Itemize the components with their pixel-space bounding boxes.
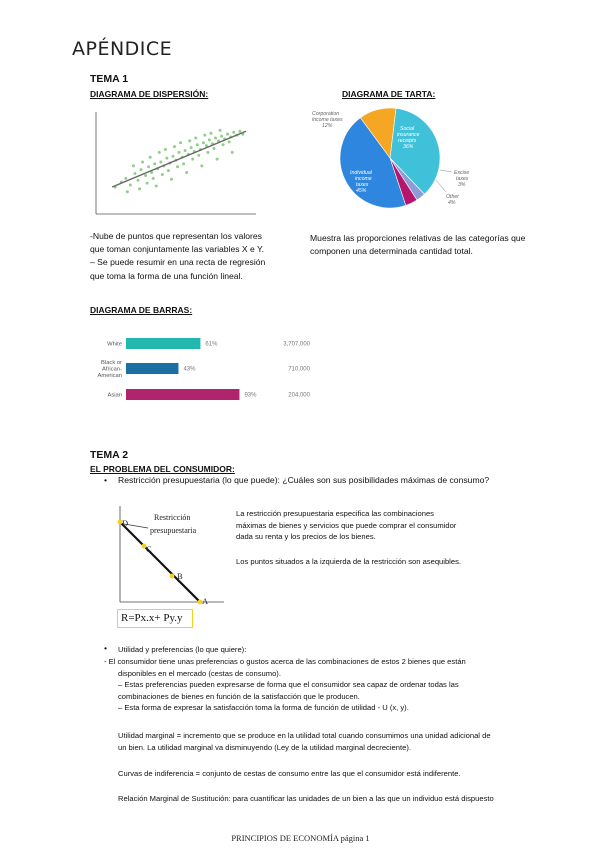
scatter-point [155,185,158,188]
point-a-label: A [202,596,209,606]
budget-desc-line: máximas de bienes y servicios que puede comprar el consumidor [236,520,457,530]
pie-label-other-1: Other [446,194,459,200]
scatter-point [203,134,206,137]
bar [126,389,239,400]
pie-label-corp-3: 12% [322,123,333,129]
pie-label-excise-3: 3% [458,182,466,188]
affordable-note: Los puntos situados a la izquierda de la restricción son asequibles. [236,557,461,566]
bars-heading: DIAGRAMA DE BARRAS: [90,305,193,315]
bar-value-label: 61% [205,341,218,348]
scatter-point [141,161,144,164]
scatter-point [232,131,235,134]
scatter-desc-line: – Se puede resumir en una recta de regresión [90,257,266,268]
pie-label-corp-2: income taxes [312,117,343,123]
scatter-desc-line: que toman conjuntamente las variables X e Y. [90,244,265,255]
scatter-point [173,145,176,148]
scatter-point [194,137,197,140]
scatter-point [209,132,212,135]
pie-description [310,232,580,258]
bar-chart [88,332,318,407]
scatter-point [197,154,200,157]
bullet-dot: • [104,643,108,653]
point-b-marker [170,574,175,579]
scatter-point [202,141,205,144]
scatter-point [126,190,129,193]
pie-label-excise-2: taxes [456,176,469,182]
bar-category-label: Asian [107,392,122,399]
scatter-point [171,155,174,158]
scatter-point [219,129,222,132]
scatter-point [176,165,179,168]
scatter-point [164,148,167,151]
pie-label-social-1: Social [400,126,415,132]
scatter-point [179,141,182,144]
utility-line: un bien. La utilidad marginal va disminuyendo (Ley de la utilidad marginal decreciente). [118,742,411,752]
scatter-point [140,168,143,171]
marginal-utility-block [118,730,588,753]
scatter-heading: DIAGRAMA DE DISPERSIÓN: [90,89,209,99]
bar-value-label: 93% [244,392,257,399]
bullet-utility: Utilidad y preferencias (lo que quiere): [118,645,247,654]
scatter-point [153,162,156,165]
pie-label-indiv-2: income [355,176,372,182]
scatter-description [90,230,305,283]
scatter-point [138,187,141,190]
scatter-point [158,151,161,154]
scatter-point [178,151,181,154]
scatter-point [149,156,152,159]
scatter-point [238,130,241,133]
point-d-label: D [122,518,129,528]
scatter-desc-line: que toma la forma de una función lineal. [90,270,243,281]
scatter-point [190,146,193,149]
pie-label-social-4: 36% [403,144,414,150]
scatter-point [161,173,164,176]
scatter-point [231,151,234,154]
scatter-point [167,169,170,172]
tema2-heading: TEMA 2 [90,449,129,461]
pie-label-other-2: 4% [448,200,456,206]
scatter-point [208,138,211,141]
preferences-block [104,656,580,714]
scatter-point [226,133,229,136]
budget-description [236,508,576,543]
scatter-point [133,172,136,175]
pie-label-social-3: receipts [398,138,417,144]
bar [126,338,200,349]
scatter-point [184,149,187,152]
scatter-chart [88,108,258,218]
bar-count-label: 204,000 [288,392,310,399]
budget-formula: R=Px.x+ Py.y [117,609,193,628]
budget-label-1: Restricción [154,513,191,522]
bullet-budget-constraint: Restricción presupuestaria (lo que puede): ¿Cuáles son sus posibilidades máximas de consumo? [118,475,490,485]
bar-value-label: 43% [183,366,196,373]
pie-chart [300,100,475,215]
scatter-point [146,182,149,185]
scatter-point [188,139,191,142]
scatter-point [132,164,135,167]
scatter-desc-line: -Nube de puntos que representan los valores [90,231,262,241]
pie-heading: DIAGRAMA DE TARTA: [342,89,436,99]
pie-label-indiv-4: 45% [356,188,367,194]
scatter-point [196,143,199,146]
scatter-point [216,158,219,161]
budget-desc-line: dada su renta y los precios de los bienes. [236,532,376,542]
bar-count-label: 3,707,000 [283,341,310,348]
scatter-point [182,162,185,165]
scatter-point [191,158,194,161]
bar-category-label: American [97,373,122,379]
budget-desc-line: La restricción presupuestaria especifica las combinaciones [236,509,434,518]
scatter-point [222,143,225,146]
page-title: APÉNDICE [72,38,173,60]
scatter-point [220,135,223,138]
pie-desc-line: componen una determinada cantidad total. [310,246,473,257]
tema2-subheading: EL PROBLEMA DEL CONSUMIDOR: [90,464,235,474]
pref-line: disponibles en el mercado (cestas de consumo). [118,668,281,678]
scatter-point [200,164,203,167]
bar-category-label: African- [102,366,122,373]
scatter-point [159,161,162,164]
point-c-label: C [146,544,152,554]
point-b-label: B [177,571,183,581]
marginal-substitution: Relación Marginal de Sustitución: para cuantificar las unidades de un bien a las que un individuo está dispuesto [118,794,494,803]
budget-label-2: presupuestaria [150,526,197,535]
pref-line: – Esta forma de expresar la satisfacción toma la forma de función de utilidad - U (x, y). [118,703,409,713]
scatter-point [214,137,217,140]
pie-label-corp-1: Corporation [312,111,340,117]
pie-label-excise-1: Excise [454,170,470,176]
scatter-regression-line [112,131,246,187]
scatter-point [152,177,155,180]
scatter-point [185,171,188,174]
pie-label-indiv-3: taxes [356,182,369,188]
scatter-point [170,178,173,181]
utility-line: Utilidad marginal = incremento que se produce en la utilidad total cuando consumimos una unidad adicional de [118,731,491,740]
scatter-point [213,147,216,150]
scatter-point [165,157,168,160]
indifference-curves: Curvas de indiferencia = conjunto de cestas de consumo entre las que el consumidor está indiferente. [118,769,461,778]
scatter-point [144,174,147,177]
scatter-point [129,184,132,187]
pie-label-social-2: insurance [397,132,420,138]
page-footer: PRINCIPIOS DE ECONOMÍA página 1 [231,833,370,843]
bar [126,363,178,374]
bullet-dot: • [104,475,108,485]
bar-category-label: Black or [101,360,122,366]
scatter-point [137,179,140,182]
scatter-point [147,165,150,168]
scatter-point [228,140,231,143]
pie-label-indiv-1: Individual [350,170,372,176]
pref-line: – Estas preferencias pueden expresarse de forma que el consumidor sea capaz de ordenar todas las [118,680,459,690]
pie-desc-line: Muestra las proporciones relativas de las categorías que [310,233,526,243]
scatter-point [124,177,127,180]
bar-count-label: 710,000 [288,366,310,373]
pref-line: - El consumidor tiene unas preferencias o gustos acerca de las combinaciones de estos 2 bienes que están [104,657,466,666]
tema1-heading: TEMA 1 [90,73,129,85]
pref-line: combinaciones de bienes en función de la satisfacción que le producen. [118,691,360,701]
scatter-point [206,151,209,154]
bar-category-label: White [107,341,122,348]
